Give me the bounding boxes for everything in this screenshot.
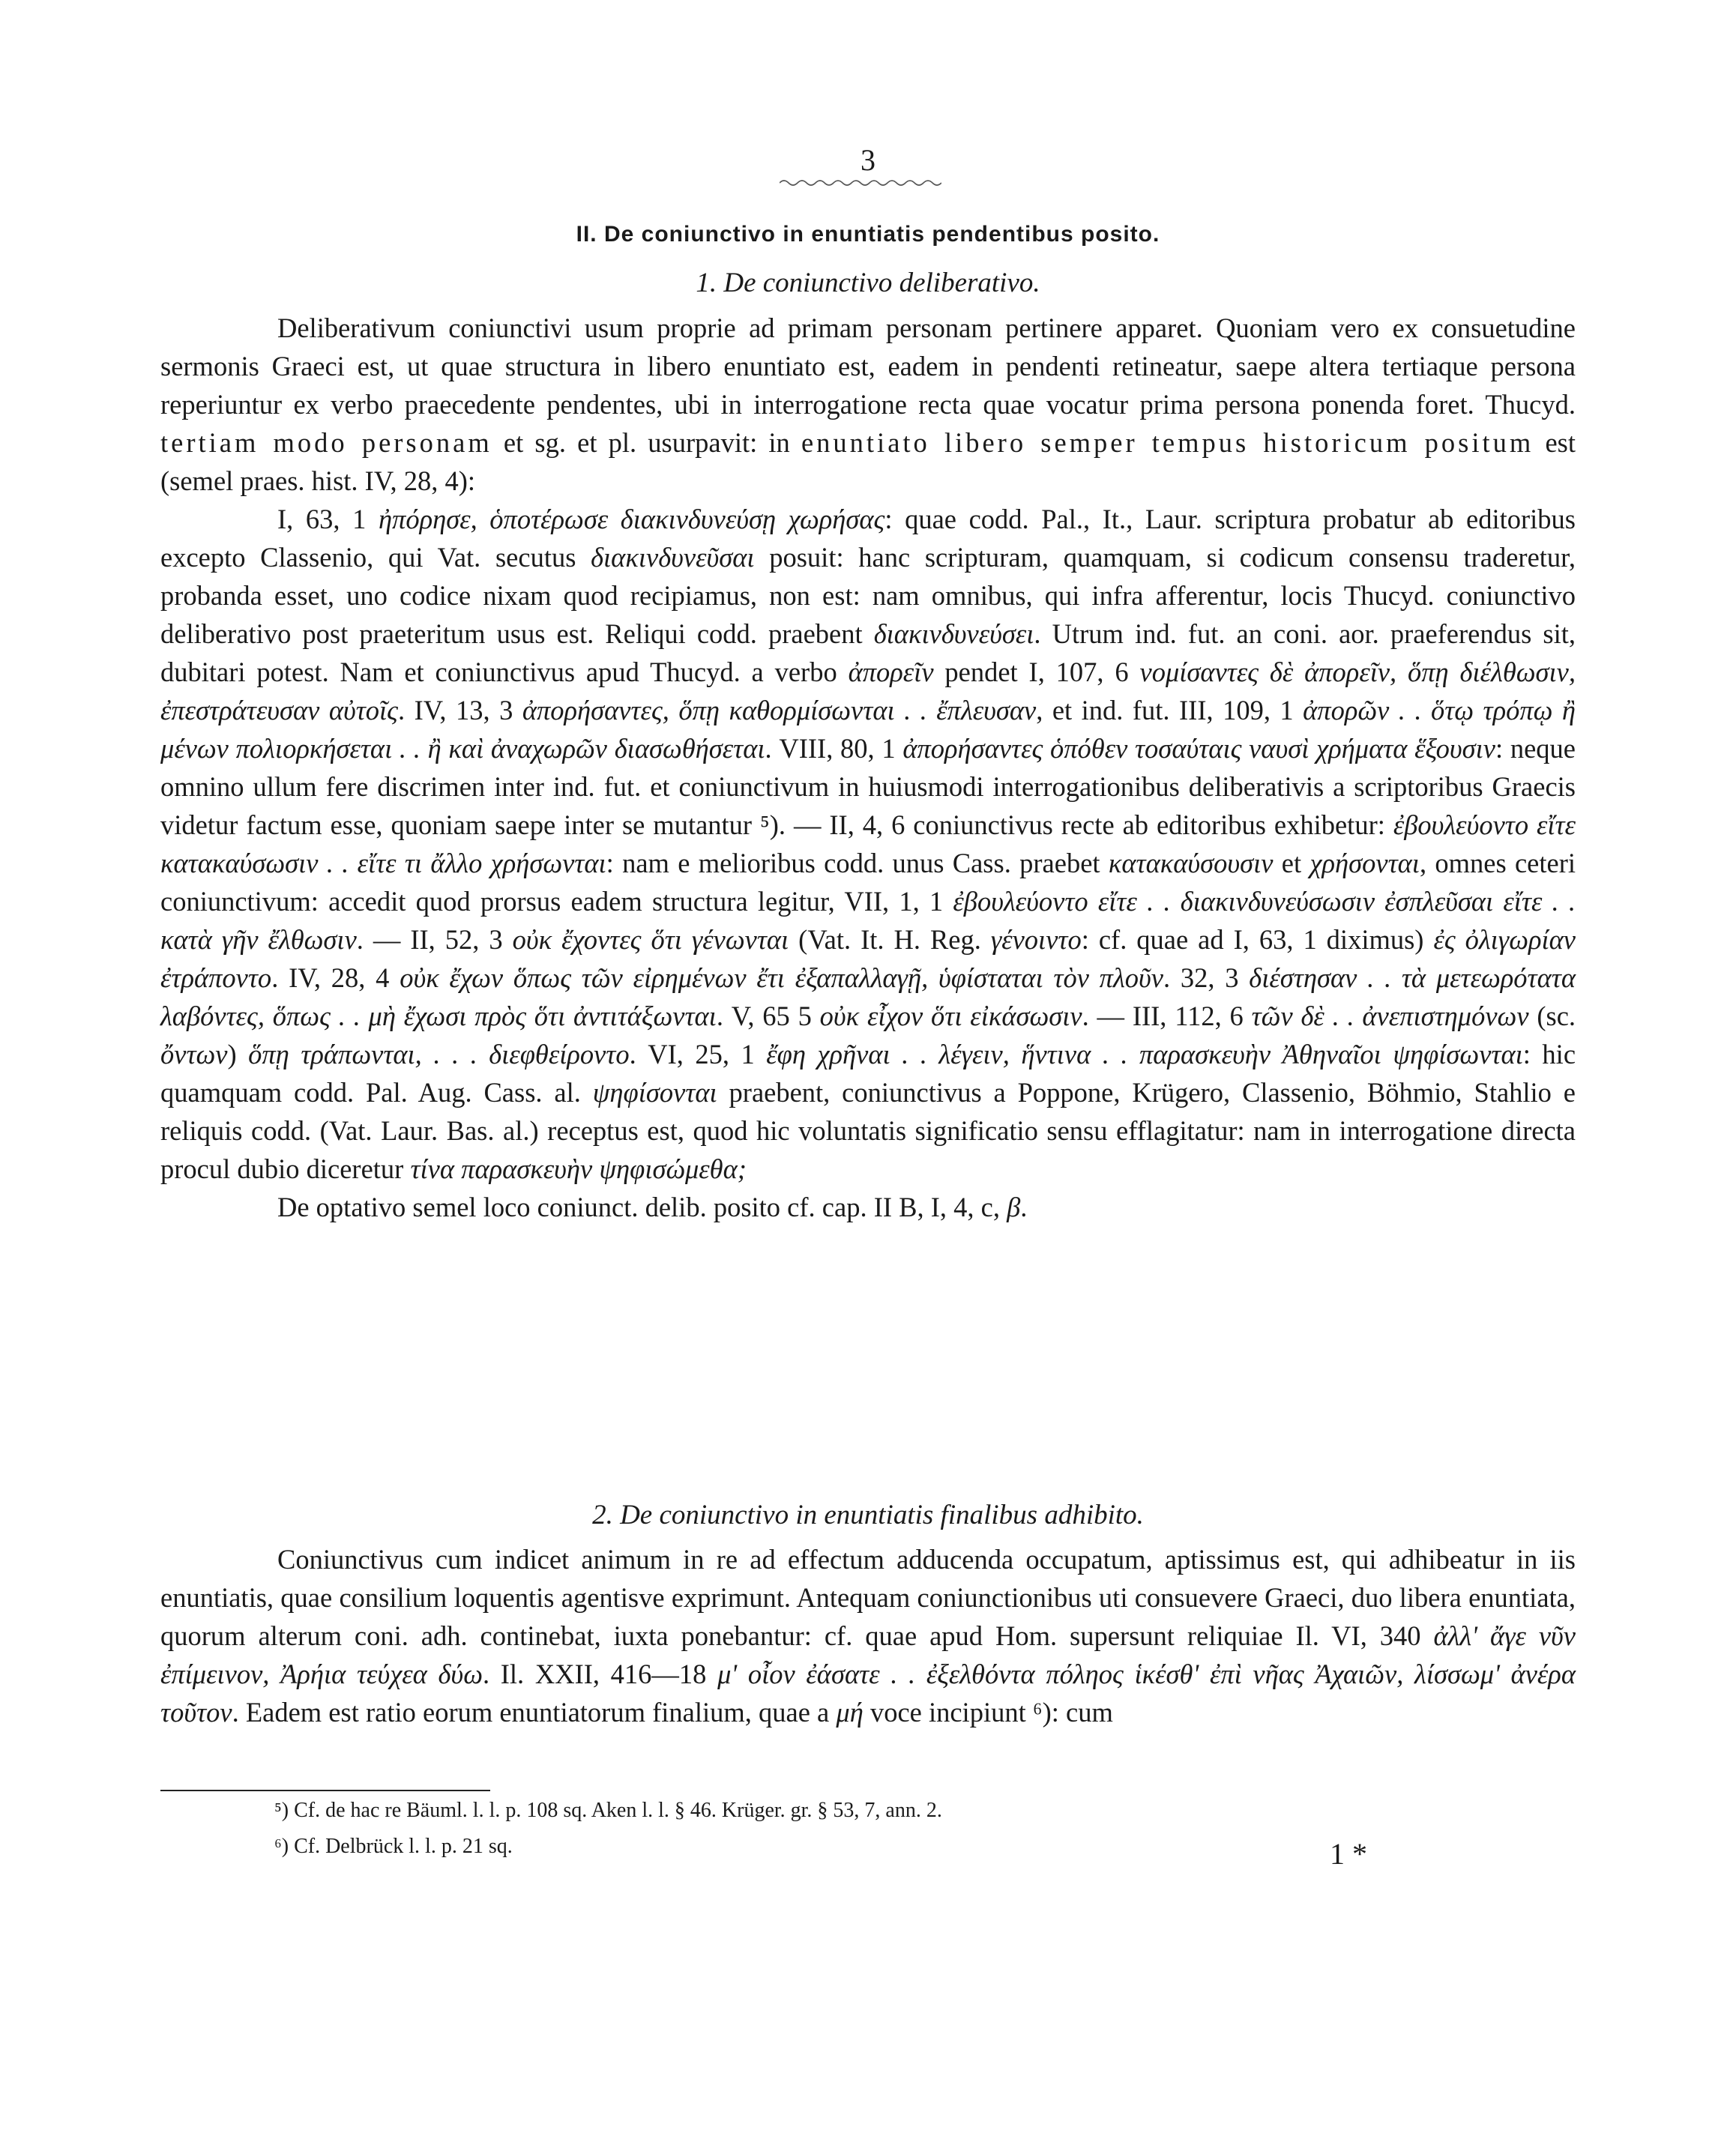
text-run: , et ind. fut. III, 109, 1: [1036, 695, 1303, 725]
text-run: : neque omnino ullum fere discrimen inter ind. fut. et coniunctivum in huiusmodi interrogationibus deliberativis a scriptoribus Graecis videtur factum esse, quoniam saepe inter se mutantur ⁵). — II, 4, 6 coniunctivus recte ab editoribus exhibetur:: [160, 733, 1576, 840]
text-run: . V, 65 5: [716, 1001, 820, 1031]
text-run: . Utrum ind. fut. an coni. aor. praeferendus sit, dubitari potest. Nam et coniunctivus apud Thucyd. a verbo: [160, 618, 1576, 687]
greek-quote: μ' οἶον ἐάσατε . . ἐξελθόντα πόληος ἱκέσθ' ἐπὶ νῆας Ἀχαιῶν, λίσσωμ' ἀνέρα τοῦτον: [160, 1659, 1576, 1728]
paragraph: [160, 1540, 1576, 1731]
greek-quote: χρήσονται: [1309, 848, 1420, 878]
greek-quote: τῶν δὲ . . ἀνεπιστημόνων: [1251, 1001, 1529, 1031]
text-run: I, 63, 1: [277, 504, 379, 534]
greek-quote: β: [1007, 1192, 1021, 1222]
greek-quote: ἐβουλεύοντο εἴτε κατακαύσωσιν . . εἴτε τι ἄλλο χρήσωνται: [160, 809, 1576, 878]
text-run: . IV, 28, 4: [271, 962, 400, 993]
section-body-2: [160, 1540, 1576, 1731]
text-run: Deliberativum coniunctivi usum proprie ad primam personam pertinere apparet. Quoniam vero ex consuetudine sermonis Graeci est, ut quae structura in libero enuntiato est, eadem in pendenti retineatur, saepe altera tertiaque persona reperiuntur ex verbo praecedente pendentes, ubi in interrogatione recta quae vocatur prima persona ponenda foret. Thucyd.: [160, 313, 1576, 420]
greek-quote: οὐκ ἔχοντες ὅτι γένωνται: [512, 924, 789, 955]
wavy-rule: [780, 178, 941, 187]
footnote-5: ⁵) Cf. de hac re Bäuml. l. l. p. 108 sq. Aken l. l. § 46. Krüger. gr. § 53, 7, ann. 2.: [274, 1799, 942, 1822]
footnote-6: ⁶) Cf. Delbrück l. l. p. 21 sq.: [274, 1835, 513, 1858]
greek-quote: οὐκ εἶχον ὅτι εἰκάσωσιν: [819, 1001, 1082, 1031]
greek-quote: ψηφίσονται: [592, 1077, 717, 1108]
paragraph: [160, 500, 1576, 1188]
section-title-2: 2. De coniunctivo in enuntiatis finalibus adhibito.: [592, 1500, 1144, 1530]
greek-quote: οὐκ ἔχων ὅπως τῶν εἰρημένων ἔτι ἐξαπαλλαγῇ, ὑφίσταται τὸν πλοῦν: [400, 962, 1163, 993]
greek-quote: διακινδυνεύσει: [873, 618, 1034, 649]
greek-quote: ἔφη χρῆναι . . λέγειν, ἥντινα . . παρασκευὴν Ἀθηναῖοι ψηφίσωνται: [766, 1039, 1523, 1070]
text-run: . VIII, 80, 1: [765, 733, 903, 764]
text-run: : quae codd. Pal., It., Laur. scriptura probatur ab editoribus excepto Classenio, qui Vat. secutus: [160, 504, 1576, 573]
text-run: .: [1020, 1192, 1028, 1222]
greek-quote: ἀλλ' ἄγε νῦν ἐπίμεινον, Ἀρήια τεύχεα δύω: [160, 1620, 1576, 1689]
text-run: . Eadem est ratio eorum enuntiatorum finalium, quae a: [232, 1697, 837, 1728]
text-run: Coniunctivus cum indicet animum in re ad effectum adducenda occupatum, aptissimus est, qui adhibeatur in iis enuntiatis, quae consilium loquentis agentisve exprimunt. Antequam coniunctionibus uti consuevere Graeci, duo libera enuntiata, quorum alterum coni. adh. continebat, iuxta ponebantur: cf. quae apud Hom. supersunt reliquiae Il. VI, 340: [160, 1544, 1576, 1651]
text-run: : nam e melioribus codd. unus Cass. praebet: [606, 848, 1109, 878]
greek-quote: μή: [836, 1697, 864, 1728]
text-run: . — III, 112, 6: [1082, 1001, 1252, 1031]
text-run: (sc.: [1528, 1001, 1576, 1031]
text-run: : cf. quae ad I, 63, 1 diximus): [1081, 924, 1434, 955]
text-run: praebent, coniunctivus a Poppone, Krügero, Classenio, Böhmio, Stahlio e reliquis codd. (Vat. Laur. Bas. al.) receptus est, quod hic voluntatis significatio sensu efflagitatur: nam in interrogatione directa procul dubio diceretur: [160, 1077, 1576, 1184]
greek-quote: ἀπορήσαντες ὁπόθεν τοσαύταις ναυσὶ χρήματα ἕξουσιν: [902, 733, 1495, 764]
text-run: pendet I, 107, 6: [933, 657, 1140, 687]
text-run: : hic quamquam codd. Pal. Aug. Cass. al.: [160, 1039, 1576, 1108]
greek-quote: γένοιντο: [990, 924, 1082, 955]
text-run: et sg. et pl. usurpavit: in: [492, 427, 801, 458]
spaced-text: tertiam modo personam: [160, 427, 492, 458]
greek-quote: διακινδυνεῦσαι: [591, 542, 755, 573]
spaced-text: enuntiato libero semper tempus historicum positum: [801, 427, 1534, 458]
text-run: voce incipiunt ⁶): cum: [863, 1697, 1113, 1728]
signature-mark: 1 *: [1330, 1837, 1367, 1871]
text-run: . VI, 25, 1: [629, 1039, 767, 1070]
text-run: . IV, 13, 3: [398, 695, 522, 725]
greek-quote: ἠπόρησε, ὁποτέρωσε διακινδυνεύσῃ χωρήσας: [378, 504, 885, 534]
text-run: . Il. XXII, 416—18: [482, 1659, 718, 1689]
text-run: . — II, 52, 3: [356, 924, 513, 955]
greek-quote: ἀπορεῖν: [848, 657, 934, 687]
text-run: posuit: hanc scripturam, quamquam, si codicum consensu traderetur, probanda esset, uno codice nixam quod recipiamus, non est: nam omnibus, qui infra afferentur, locis Thucyd. coniunctivo deliberativo post praeteritum usus est. Reliqui codd. praebent: [160, 542, 1576, 649]
text-run: . 32, 3: [1163, 962, 1250, 993]
text-run: est (semel praes. hist. IV, 28, 4):: [160, 427, 1576, 496]
section-body-1: [160, 309, 1576, 1226]
chapter-heading: II. De coniunctivo in enuntiatis pendentibus posito.: [576, 222, 1160, 247]
greek-quote: ἐς ὀλιγωρίαν ἐτράποντο: [160, 924, 1576, 993]
text-run: , omnes ceteri coniunctivum: accedit quod prorsus eadem structura legitur, VII, 1, 1: [160, 848, 1576, 917]
text-run: De optativo semel loco coniunct. delib. posito cf. cap. II B, I, 4, c,: [277, 1192, 1007, 1222]
paragraph: [160, 309, 1576, 500]
section-title-1: 1. De coniunctivo deliberativo.: [696, 268, 1040, 298]
paragraph: [160, 1188, 1576, 1226]
page-number: 3: [861, 143, 875, 177]
greek-quote: νομίσαντες δὲ ἀπορεῖν, ὅπῃ διέλθωσιν, ἐπεστράτευσαν αὐτοῖς: [160, 657, 1576, 725]
greek-quote: διέστησαν . . τὰ μετεωρότατα λαβόντες, ὅπως . . μὴ ἔχωσι πρὸς ὅτι ἀντιτάξωνται: [160, 962, 1576, 1031]
greek-quote: ἐβουλεύοντο εἴτε . . διακινδυνεύσωσιν ἐσπλεῦσαι εἴτε . . κατὰ γῆν ἔλθωσιν: [160, 886, 1576, 955]
greek-quote: κατακαύσουσιν: [1108, 848, 1274, 878]
greek-quote: τίνα παρασκευὴν ψηφισώμεθα;: [410, 1153, 747, 1184]
text-run: ): [227, 1039, 249, 1070]
greek-quote: ἀπορήσαντες, ὅπῃ καθορμίσωνται . . ἔπλευσαν: [522, 695, 1037, 725]
footnote-divider: [160, 1790, 490, 1791]
greek-quote: ὄντων: [160, 1039, 228, 1070]
text-run: (Vat. It. H. Reg.: [789, 924, 991, 955]
text-run: et: [1273, 848, 1310, 878]
greek-quote: ἀπορῶν . . ὅτῳ τρόπῳ ἢ μένων πολιορκήσεται . . ἢ καὶ ἀναχωρῶν διασωθήσεται: [160, 695, 1576, 764]
greek-quote: ὅπῃ τράπωνται, . . . διεφθείροντο: [248, 1039, 630, 1070]
